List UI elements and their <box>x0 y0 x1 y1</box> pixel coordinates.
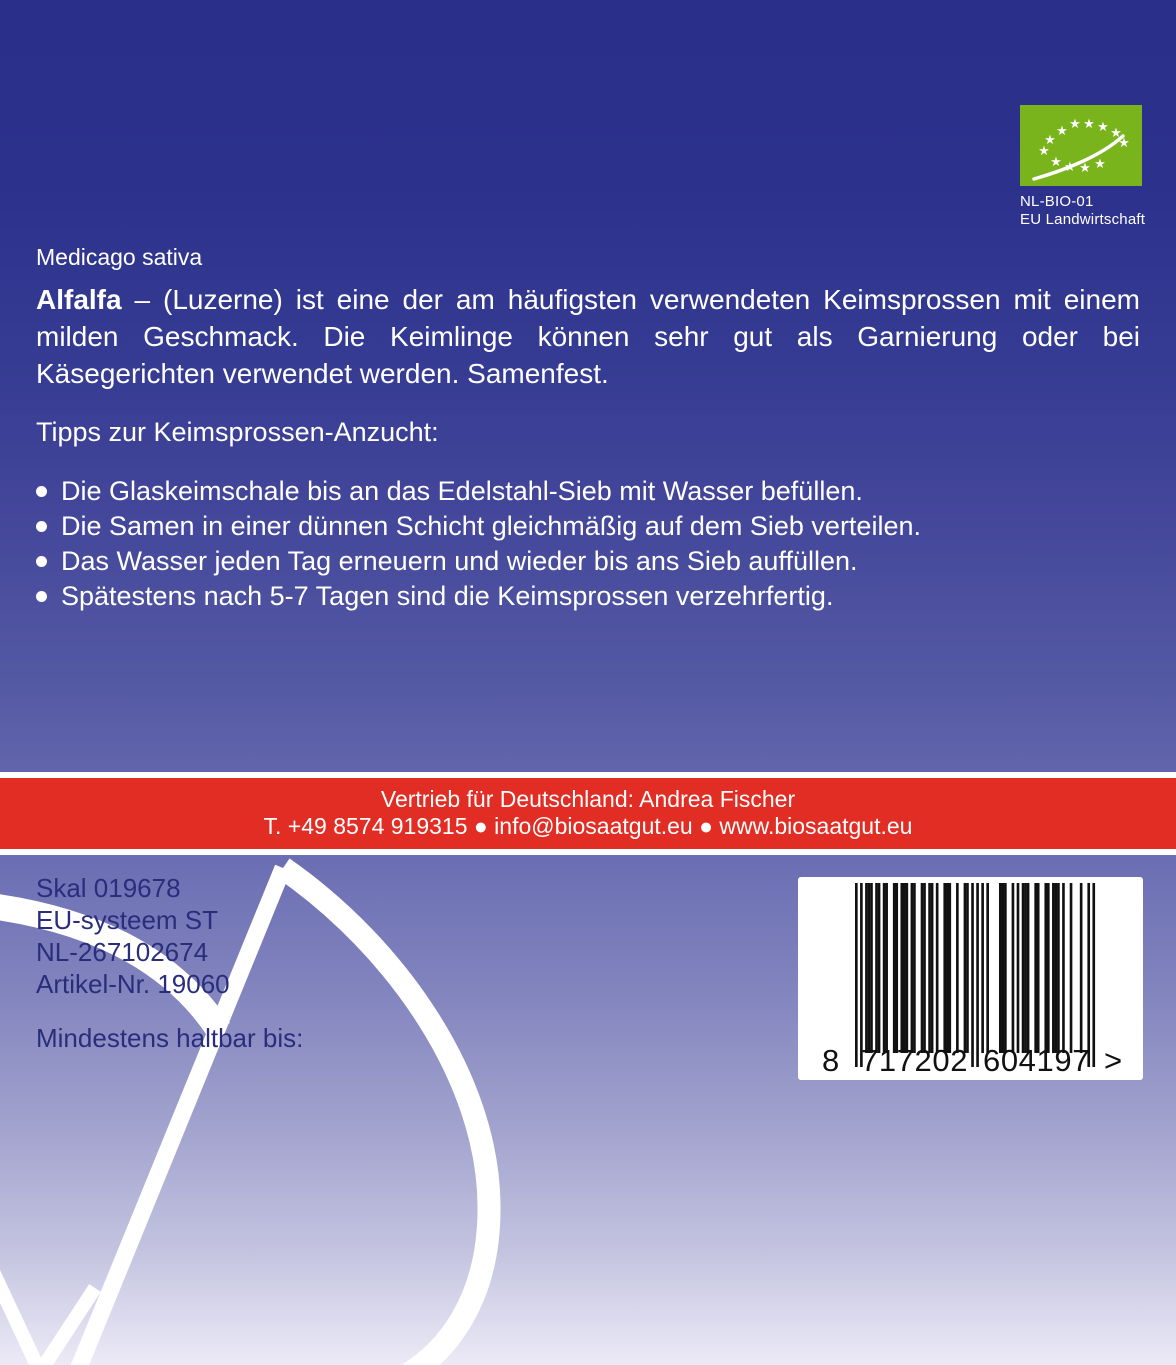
distributor-banner <box>0 772 1176 855</box>
registration-block <box>36 872 303 1054</box>
bullet-dot-icon <box>36 556 47 567</box>
tips-list <box>36 474 1146 614</box>
svg-text:★: ★ <box>1064 160 1076 175</box>
registration-skal: Skal 019678 <box>36 873 181 903</box>
tip-item <box>36 509 1146 544</box>
svg-text:★: ★ <box>1118 136 1130 151</box>
tip-item <box>36 579 1146 614</box>
tip-text: Die Glaskeimschale bis an das Edelstahl-Sieb mit Wasser befüllen. <box>61 476 863 506</box>
barcode-digits-group1: 717202 <box>861 1043 969 1078</box>
best-before-label: Mindestens haltbar bis: <box>36 1023 304 1053</box>
eu-leaf-logo <box>1020 105 1142 186</box>
eu-organic-code: NL-BIO-01 <box>1020 193 1094 210</box>
distributor-line2: T. +49 8574 919315 ● info@biosaatgut.eu ● www.biosaatgut.eu <box>263 813 913 839</box>
barcode <box>798 877 1143 1080</box>
svg-text:★: ★ <box>1079 161 1091 176</box>
barcode-digits-group2: 604197 <box>983 1043 1091 1078</box>
tip-item <box>36 544 1146 579</box>
barcode-bars <box>798 877 1143 1080</box>
barcode-suffix: > <box>1104 1043 1123 1078</box>
svg-text:★: ★ <box>1069 117 1081 132</box>
eu-leaf-stars <box>1038 117 1130 176</box>
svg-text:★: ★ <box>1050 155 1062 170</box>
svg-text:★: ★ <box>1083 117 1095 132</box>
svg-text:★: ★ <box>1044 133 1056 148</box>
bullet-dot-icon <box>36 591 47 602</box>
species-name: Medicago sativa <box>36 244 203 270</box>
svg-text:★: ★ <box>1110 126 1122 141</box>
product-description-text: – (Luzerne) ist eine der am häufigsten verwendeten Keimsprossen mit einem milden Geschmack. Die Keimlinge können sehr gut als Garnierung oder bei Käsegerichten verwendet werden. Samenfest. <box>36 284 1140 389</box>
svg-text:★: ★ <box>1097 120 1109 135</box>
product-description <box>36 281 1140 392</box>
svg-text:★: ★ <box>1038 144 1050 159</box>
registration-system: EU-systeem ST <box>36 905 219 935</box>
sprout-corner-line-left <box>0 1248 40 1365</box>
tip-text: Die Samen in einer dünnen Schicht gleichmäßig auf dem Sieb verteilen. <box>61 511 921 541</box>
sprout-leaf-arc <box>283 868 489 1365</box>
tip-item <box>36 474 1146 509</box>
product-name: Alfalfa <box>36 284 122 315</box>
eu-organic-label: EU Landwirtschaft <box>1020 211 1146 228</box>
distributor-line1: Vertrieb für Deutschland: Andrea Fischer <box>380 786 796 812</box>
registration-article-number: Artikel-Nr. 19060 <box>36 969 230 999</box>
registration-nl-number: NL-267102674 <box>36 937 209 967</box>
svg-text:★: ★ <box>1094 157 1106 172</box>
tip-text: Das Wasser jeden Tag erneuern und wieder bis ans Sieb auffüllen. <box>61 546 858 576</box>
svg-text:★: ★ <box>1056 124 1068 139</box>
bullet-dot-icon <box>36 486 47 497</box>
tip-text: Spätestens nach 5-7 Tagen sind die Keimsprossen verzehrfertig. <box>61 581 834 611</box>
eu-organic-logo <box>1020 105 1145 229</box>
tips-heading: Tipps zur Keimsprossen-Anzucht: <box>36 417 439 447</box>
barcode-lead-digit: 8 <box>822 1043 840 1078</box>
bullet-dot-icon <box>36 521 47 532</box>
